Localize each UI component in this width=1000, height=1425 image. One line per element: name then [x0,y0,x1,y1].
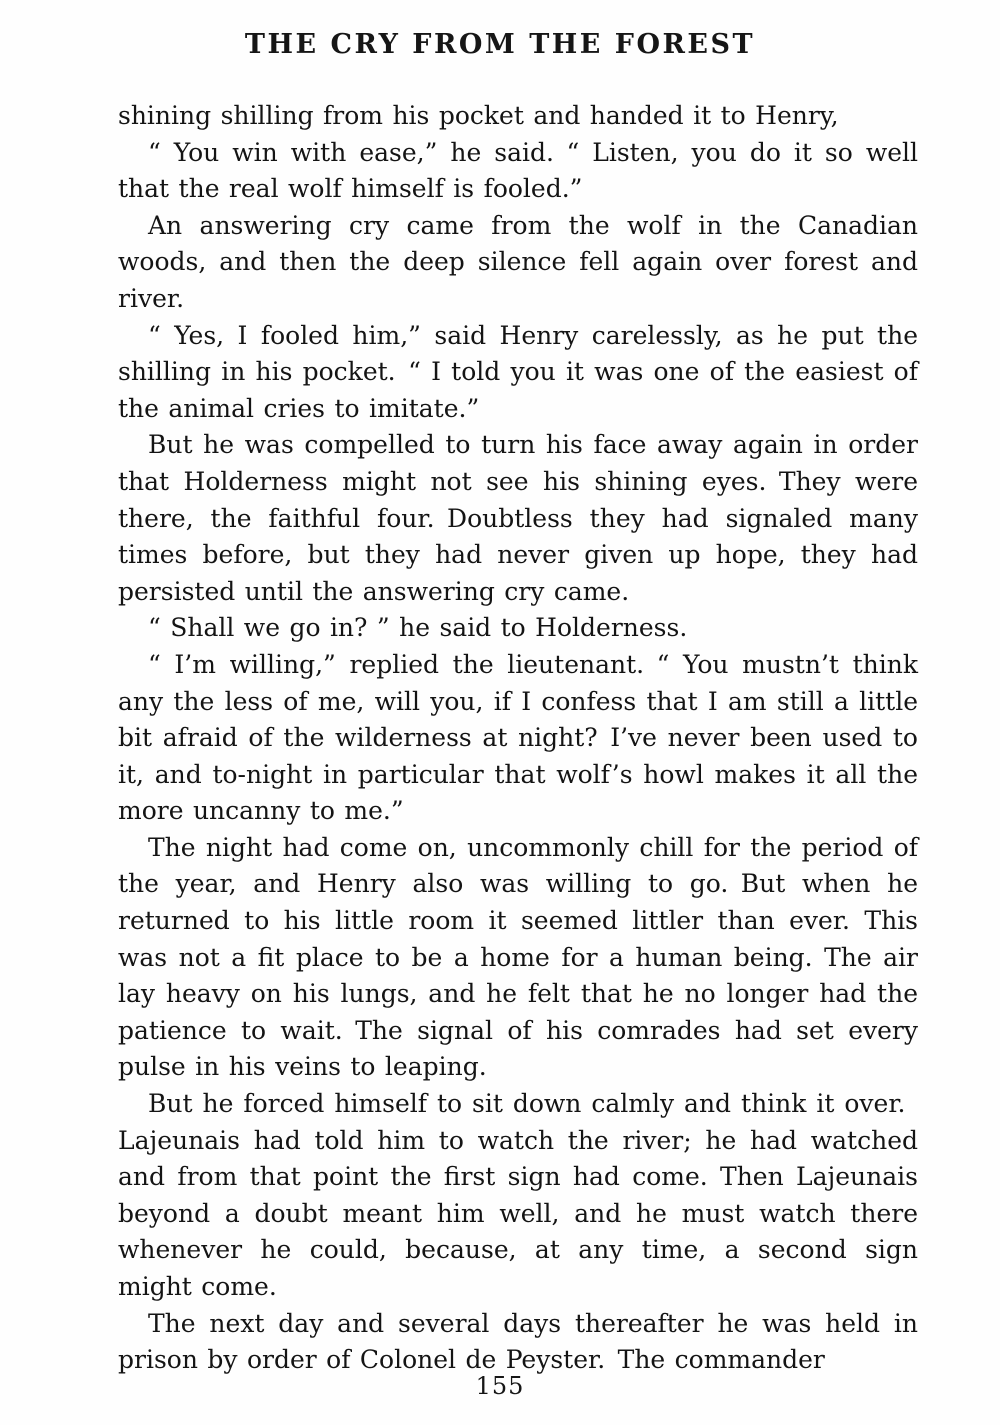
paragraph: An answering cry came from the wolf in the Canadian woods, and then the deep silence fell again over forest and river. [118,210,918,313]
paragraph: “ I’m willing,” replied the lieutenant. “ You mustn’t think any the less of me, will you, if I confess that I am still a little bit afraid of the wilderness at night? I’ve never been used to it, and to-night in particular that wolf’s howl makes it all the more uncanny to me.” [118,649,918,826]
paragraph: The night had come on, uncommonly chill for the period of the year, and Henry also was willing to go. But when he returned to his little room it seemed littler than ever. This was not a fit place to be a home for a human being. The air lay heavy on his lungs, and he felt that he no longer had the patience to wait. The signal of his comrades had set every pulse in his veins to leaping. [118,832,918,1082]
page-number: 155 [475,1372,525,1400]
page-title: THE CRY FROM THE FOREST [244,29,756,60]
paragraph: But he was compelled to turn his face away again in order that Holderness might not see his shining eyes. They were there, the faithful four. Doubtless they had signaled many times before, but they had never given up hope, they had persisted until the answering cry came. [118,430,918,606]
page-body [118,98,918,1379]
paragraph: “ Shall we go in? ” he said to Holderness. [148,613,688,643]
paragraph: “ You win with ease,” he said. “ Listen, you do it so well that the real wolf himself is fooled.” [118,137,918,204]
paragraph: “ Yes, I fooled him,” said Henry carelessly, as he put the shilling in his pocket. “ I told you it was one of the easiest of the animal cries to imitate.” [118,320,918,423]
paragraph: The next day and several days thereafter he was held in prison by order of Colonel de Peyster. The commander [118,1308,918,1375]
paragraph: shining shilling from his pocket and handed it to Henry, [118,101,839,130]
paragraph: But he forced himself to sit down calmly and think it over. Lajeunais had told him to watch the river; he had watched and from that point the first sign had come. Then Lajeunais beyond a doubt meant him well, and he must watch there whenever he could, because, at any time, a second sign might come. [118,1089,918,1301]
